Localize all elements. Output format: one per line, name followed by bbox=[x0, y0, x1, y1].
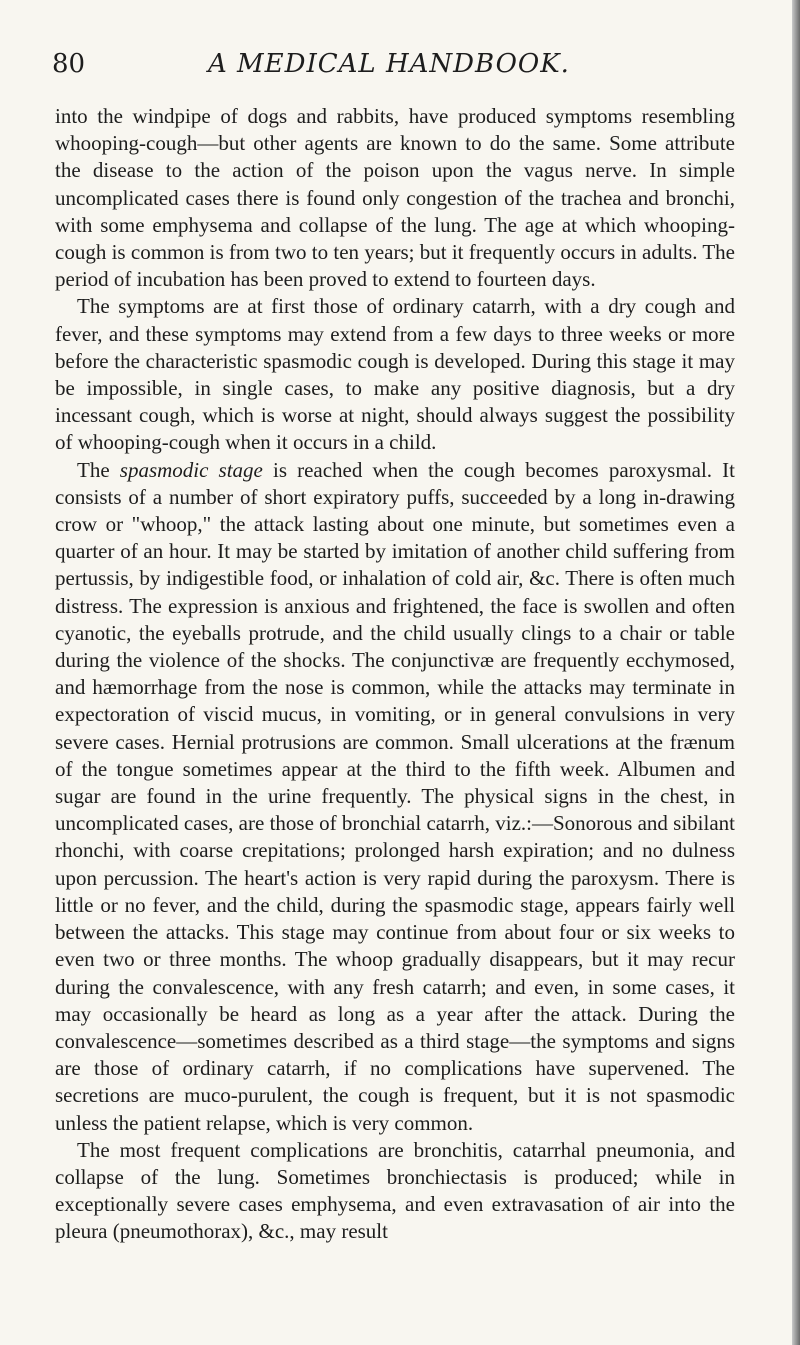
spasmodic-stage-text: is reached when the cough becomes paroxysmal. It consists of a number of short expiratory puffs, succeeded by a long in-drawing crow or "whoop," the attack lasting about one minute, but sometimes even a quarter of an hour. It may be started by imitation of another child suffering from pertussis, by indigestible food, or inhalation of cold air, &c. There is often much distress. The expression is anxious and frightened, the face is swollen and often cyanotic, the eyeballs protrude, and the child usually clings to a chair or table during the violence of the shocks. The conjunctivæ are frequently ecchymosed, and hæmorrhage from the nose is common, while the attacks may terminate in expectoration of viscid mucus, in vomiting, or in general convulsions in very severe cases. Hernial protrusions are common. Small ulcerations at the frænum of the tongue sometimes appear at the third to the fifth week. Albumen and sugar are found in the urine frequently. The physical signs in the chest, in uncomplicated cases, are those of bronchial catarrh, viz.:—Sonorous and sibilant rhonchi, with coarse crepitations; prolonged harsh expiration; and no dulness upon percussion. The heart's action is very rapid during the paroxysm. There is little or no fever, and the child, during the spasmodic stage, appears fairly well between the attacks. This stage may continue from about four or six weeks to even two or three months. The whoop gradually disappears, but it may recur during the convalescence, with any fresh catarrh; and even, in some cases, it may occasionally be heard as long as a year after the attack. During the convalescence—sometimes described as a third stage—the symptoms and signs are those of ordinary catarrh, if no complications have supervened. The secretions are muco-purulent, the cough is frequent, but it is not spasmodic unless the patient relapse, which is very common. bbox=[55, 457, 735, 1135]
page-edge-shadow bbox=[792, 0, 800, 1345]
paragraph-first-stage: The symptoms are at first those of ordinary catarrh, with a dry cough and fever, and these symptoms may extend from a few days to three weeks or more before the characteristic spasmodic cough is developed. During this stage it may be impossible, in single cases, to make any positive diagnosis, but a dry incessant cough, which is worse at night, should always suggest the possibility of whooping-cough when it occurs in a child. bbox=[55, 294, 735, 455]
page-header bbox=[52, 48, 732, 88]
body-text bbox=[55, 103, 735, 1246]
paragraph-spasmodic-stage bbox=[55, 457, 735, 1137]
page-number: 80 bbox=[52, 49, 86, 79]
spasmodic-stage-term: spasmodic stage bbox=[119, 457, 263, 482]
paragraph-complications: The most frequent complications are bronchitis, catarrhal pneumonia, and collapse of the lung. Sometimes bronchiectasis is produced; while in exceptionally severe cases emphysema, and even extravasation of air into the pleura (pneumothorax), &c., may result bbox=[55, 1137, 735, 1244]
paragraph-etiology: into the windpipe of dogs and rabbits, have produced symptoms resembling whooping-cough—but other agents are known to do the same. Some attribute the disease to the action of the poison upon the vagus nerve. In simple uncomplicated cases there is found only congestion of the trachea and bronchi, with some emphysema and collapse of the lung. The age at which whooping-cough is common is from two to ten years; but it frequently occurs in adults. The period of incubation has been proved to extend to fourteen days. bbox=[55, 104, 735, 292]
running-head: A MEDICAL HANDBOOK. bbox=[208, 49, 570, 79]
spasmodic-lead: The bbox=[77, 457, 120, 482]
